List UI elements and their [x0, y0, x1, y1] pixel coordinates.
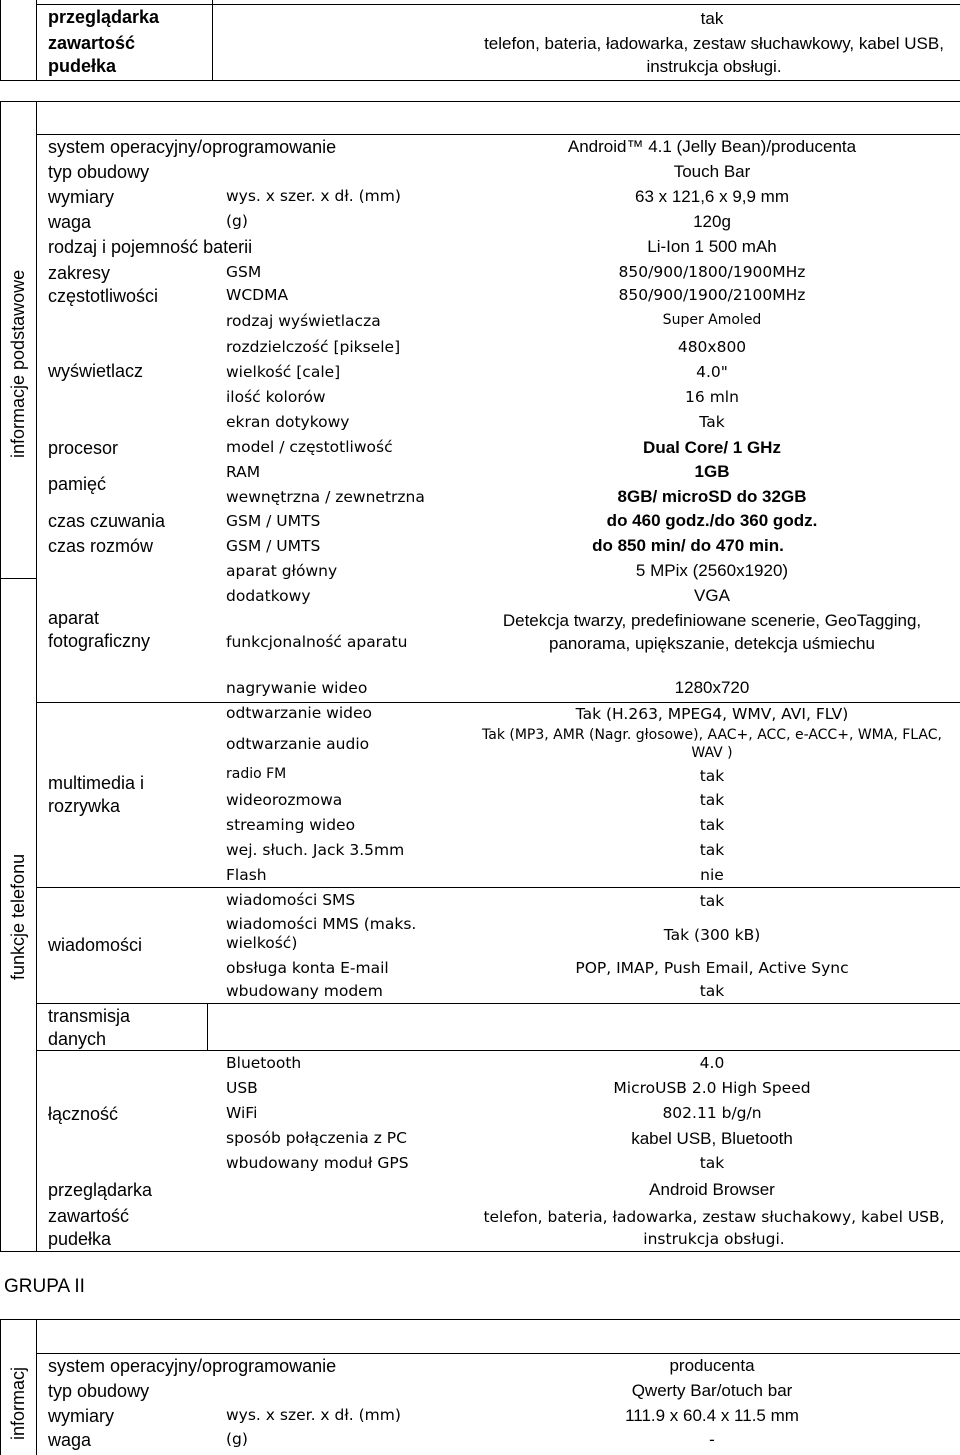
connectivity-label: łączność	[48, 1104, 119, 1124]
box-value: telefon, bateria, ładowarka, zestaw słuchawkowy, kabel USB, instrukcja obsługi.	[484, 34, 944, 76]
g2-dim-value: 111.9 x 60.4 x 11.5 mm	[625, 1406, 799, 1425]
side-label-functions: funkcje telefonu	[8, 853, 28, 980]
standby-value: do 460 godz./do 360 godz.	[606, 511, 818, 530]
camera-video: nagrywanie wideo	[226, 679, 368, 697]
box2-value: telefon, bateria, ładowarka, zestaw słuchakowy, kabel USB, instrukcja obsługi.	[483, 1208, 945, 1248]
browser2-label: przeglądarka	[48, 1180, 153, 1200]
camera-main: aparat główny	[226, 562, 338, 580]
mm-audio-value: Tak (MP3, AMR (Nagr. głosowe), AAC+, ACC, e-ACC+, WMA, FLAC, WAV )	[482, 727, 942, 761]
memory-internal: wewnętrzna / zewnetrzna	[226, 488, 425, 506]
conn-pc-value: kabel USB, Bluetooth	[631, 1129, 793, 1148]
mm-streaming: streaming wideo	[226, 816, 356, 834]
msg-sms-value: tak	[699, 892, 725, 910]
cpu-sub: model / częstotliwość	[226, 438, 393, 456]
mm-radio-value: tak	[699, 767, 725, 785]
dimensions-sub: wys. x szer. x dł. (mm)	[226, 187, 401, 205]
memory-ram-value: 1GB	[694, 462, 730, 481]
freq-label: zakresy częstotliwości	[48, 263, 159, 306]
msg-email-value: POP, IMAP, Push Email, Active Sync	[575, 959, 849, 977]
talk-sub: GSM / UMTS	[226, 537, 321, 555]
display-label: wyświetlacz	[48, 361, 144, 381]
g2-body-value: Qwerty Bar/otuch bar	[631, 1381, 793, 1400]
freq-gsm-value: 850/900/1800/1900MHz	[618, 263, 806, 281]
weight-sub: (g)	[226, 212, 248, 230]
side-label-basic: informacje podstawowe	[8, 269, 28, 458]
group2-side-label: informacj	[8, 1366, 28, 1440]
body-type-label: typ obudowy	[48, 162, 150, 182]
camera-extra-value: VGA	[694, 586, 730, 605]
display-size: wielkość [cale]	[226, 363, 341, 381]
mm-jack: wej. słuch. Jack 3.5mm	[226, 841, 405, 859]
battery-label: rodzaj i pojemność baterii	[48, 237, 253, 257]
conn-bt: Bluetooth	[226, 1054, 302, 1072]
mm-flash: Flash	[226, 866, 267, 884]
display-resolution-value: 480x800	[677, 338, 747, 356]
mm-streaming-value: tak	[699, 816, 725, 834]
freq-gsm: GSM	[226, 263, 262, 281]
conn-wifi: WiFi	[226, 1104, 258, 1122]
talk-value: do 850 min/ do 470 min.	[592, 536, 784, 555]
g2-weight-value: -	[709, 1430, 715, 1449]
g2-weight-label: waga	[48, 1430, 92, 1450]
mm-video-value: Tak (H.263, MPEG4, WMV, AVI, FLV)	[575, 705, 849, 723]
browser-value: tak	[700, 9, 724, 28]
camera-main-value: 5 MPix (2560x1920)	[635, 561, 789, 580]
weight-label: waga	[48, 212, 92, 232]
display-size-value: 4.0"	[696, 363, 728, 381]
box2-label: zawartość pudełka	[48, 1206, 130, 1249]
g2-body-label: typ obudowy	[48, 1381, 150, 1401]
body-type-value: Touch Bar	[673, 162, 751, 181]
mm-flash-value: nie	[700, 866, 724, 884]
display-colors: ilość kolorów	[226, 388, 326, 406]
freq-wcdma-value: 850/900/1900/2100MHz	[618, 286, 806, 304]
mm-videocall: wideorozmowa	[226, 791, 343, 809]
standby-sub: GSM / UMTS	[226, 512, 321, 530]
conn-gps-value: tak	[699, 1154, 725, 1172]
talk-label: czas rozmów	[48, 536, 154, 556]
standby-label: czas czuwania	[48, 511, 166, 531]
display-colors-value: 16 mln	[685, 388, 739, 406]
display-touch: ekran dotykowy	[226, 413, 350, 431]
msg-email: obsługa konta E-mail	[226, 959, 389, 977]
conn-usb-value: MicroUSB 2.0 High Speed	[613, 1079, 811, 1097]
cpu-value: Dual Core/ 1 GHz	[643, 438, 781, 457]
data-label: transmisja danych	[48, 1006, 131, 1049]
mm-jack-value: tak	[699, 841, 725, 859]
camera-extra: dodatkowy	[226, 587, 311, 605]
camera-video-value: 1280x720	[674, 678, 750, 697]
memory-ram: RAM	[226, 463, 261, 481]
camera-features-value: Detekcja twarzy, predefiniowane scenerie, GeoTagging, panorama, upiększanie, detekcja uśmiechu	[502, 611, 922, 653]
mm-video: odtwarzanie wideo	[226, 704, 373, 722]
camera-features: funkcjonalność aparatu	[226, 633, 408, 651]
battery-value: Li-Ion 1 500 mAh	[647, 237, 777, 256]
g2-weight-sub: (g)	[226, 1430, 248, 1448]
browser2-value: Android Browser	[649, 1180, 775, 1199]
data-modem-value: tak	[699, 982, 725, 1000]
display-resolution: rozdzielczość [piksele]	[226, 338, 401, 356]
msg-mms-value: Tak (300 kB)	[663, 926, 761, 944]
conn-pc: sposób połączenia z PC	[226, 1129, 407, 1147]
browser-label: przeglądarka	[48, 7, 160, 27]
g2-dim-label: wymiary	[48, 1406, 114, 1426]
cpu-label: procesor	[48, 438, 119, 458]
weight-value: 120g	[693, 212, 731, 231]
mm-audio: odtwarzanie audio	[226, 735, 370, 753]
memory-internal-value: 8GB/ microSD do 32GB	[617, 487, 807, 506]
g2-os-value: producenta	[669, 1356, 755, 1375]
os-value: Android™ 4.1 (Jelly Bean)/producenta	[567, 137, 857, 156]
mm-radio: radio FM	[226, 766, 287, 782]
msg-mms: wiadomości MMS (maks. wielkość)	[226, 915, 417, 952]
msg-sms: wiadomości SMS	[226, 891, 356, 909]
freq-wcdma: WCDMA	[226, 286, 289, 304]
conn-gps: wbudowany moduł GPS	[226, 1154, 409, 1172]
g2-dim-sub: wys. x szer. x dł. (mm)	[226, 1406, 401, 1424]
display-type-value: Super Amoled	[662, 312, 762, 328]
dimensions-value: 63 x 121,6 x 9,9 mm	[634, 187, 790, 206]
group2-title: GRUPA II	[4, 1276, 85, 1297]
conn-bt-value: 4.0	[699, 1054, 725, 1072]
display-type: rodzaj wyświetlacza	[226, 312, 381, 330]
g2-os-label: system operacyjny/oprogramowanie	[48, 1356, 337, 1376]
camera-label: aparat fotograficzny	[48, 608, 151, 651]
multimedia-label: multimedia i rozrywka	[48, 773, 145, 816]
box-label: zawartość pudełka	[48, 33, 136, 76]
conn-wifi-value: 802.11 b/g/n	[662, 1104, 762, 1122]
conn-usb: USB	[226, 1079, 258, 1097]
display-touch-value: Tak	[699, 413, 725, 431]
dimensions-label: wymiary	[48, 187, 114, 207]
memory-label: pamięć	[48, 474, 107, 494]
mm-videocall-value: tak	[699, 791, 725, 809]
data-modem: wbudowany modem	[226, 982, 383, 1000]
os-label: system operacyjny/oprogramowanie	[48, 137, 337, 157]
messages-label: wiadomości	[48, 935, 143, 955]
